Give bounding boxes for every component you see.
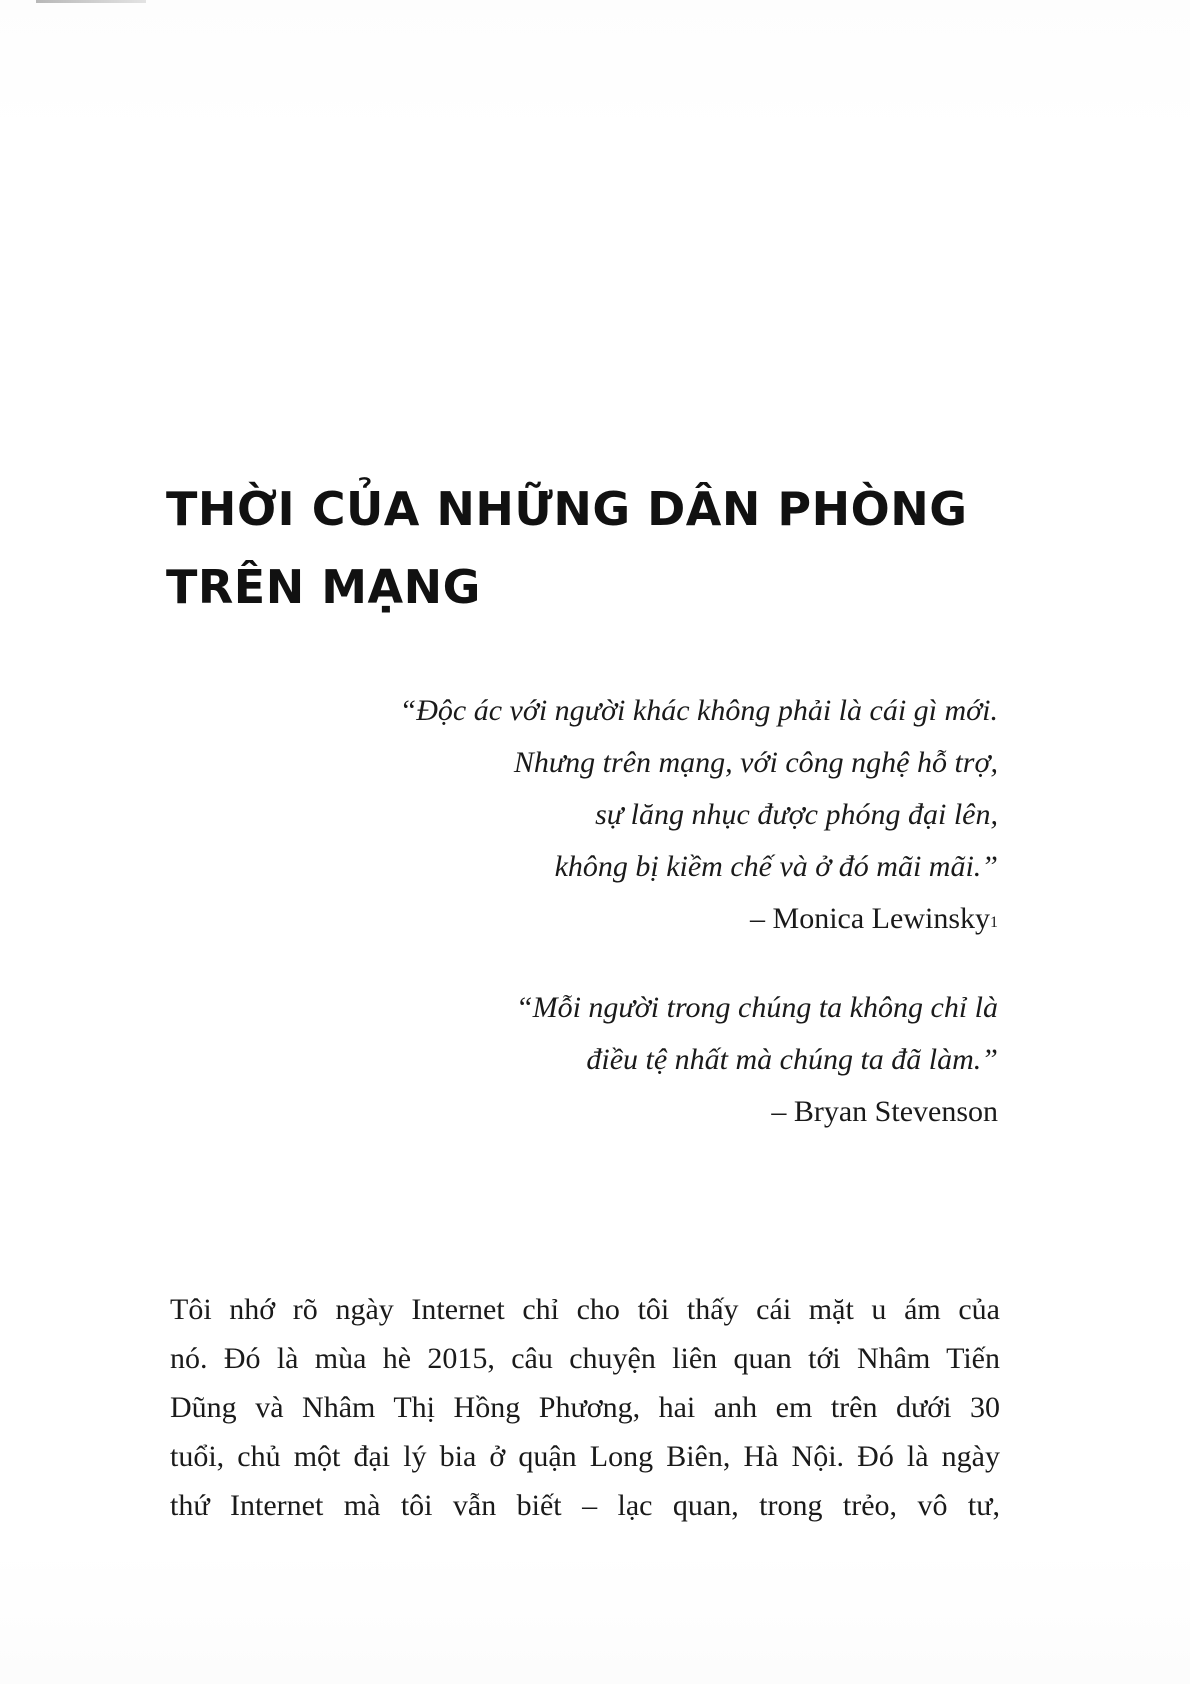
- epigraph-attribution: [298, 893, 998, 945]
- epigraph-quote: [298, 982, 998, 1138]
- footnote-marker: 1: [990, 914, 998, 931]
- epigraph-line: điều tệ nhất mà chúng ta đã làm.”: [586, 1043, 998, 1076]
- body-line: nó. Đó là mùa hè 2015, câu chuyện liên quan tới Nhâm Tiến: [170, 1342, 1000, 1375]
- chapter-title: [166, 470, 966, 626]
- epigraph-line: Nhưng trên mạng, với công nghệ hỗ trợ,: [513, 746, 998, 779]
- epigraph-line: không bị kiềm chế và ở đó mãi mãi.”: [554, 850, 998, 883]
- body-line: Dũng và Nhâm Thị Hồng Phương, hai anh em trên dưới 30: [170, 1391, 1000, 1424]
- scan-edge-mark: [36, 0, 146, 3]
- epigraph-quote: [298, 685, 998, 945]
- epigraph-line: “Mỗi người trong chúng ta không chỉ là: [515, 991, 998, 1024]
- chapter-title-line: THỜI CỦA NHỮNG DÂN PHÒNG: [166, 482, 968, 536]
- epigraph-line: sự lăng nhục được phóng đại lên,: [595, 798, 998, 831]
- body-line: thứ Internet mà tôi vẫn biết – lạc quan, trong trẻo, vô tư,: [170, 1489, 1000, 1522]
- epigraph-line: “Độc ác với người khác không phải là cái gì mới.: [399, 694, 998, 727]
- chapter-title-line: TRÊN MẠNG: [166, 560, 481, 614]
- body-line: Tôi nhớ rõ ngày Internet chỉ cho tôi thấy cái mặt u ám của: [170, 1293, 1000, 1326]
- attribution-name: – Monica Lewinsky: [750, 902, 990, 935]
- epigraph-attribution: – Bryan Stevenson: [771, 1095, 998, 1128]
- body-paragraph: [170, 1285, 1000, 1530]
- body-line: tuổi, chủ một đại lý bia ở quận Long Biên, Hà Nội. Đó là ngày: [170, 1440, 1000, 1473]
